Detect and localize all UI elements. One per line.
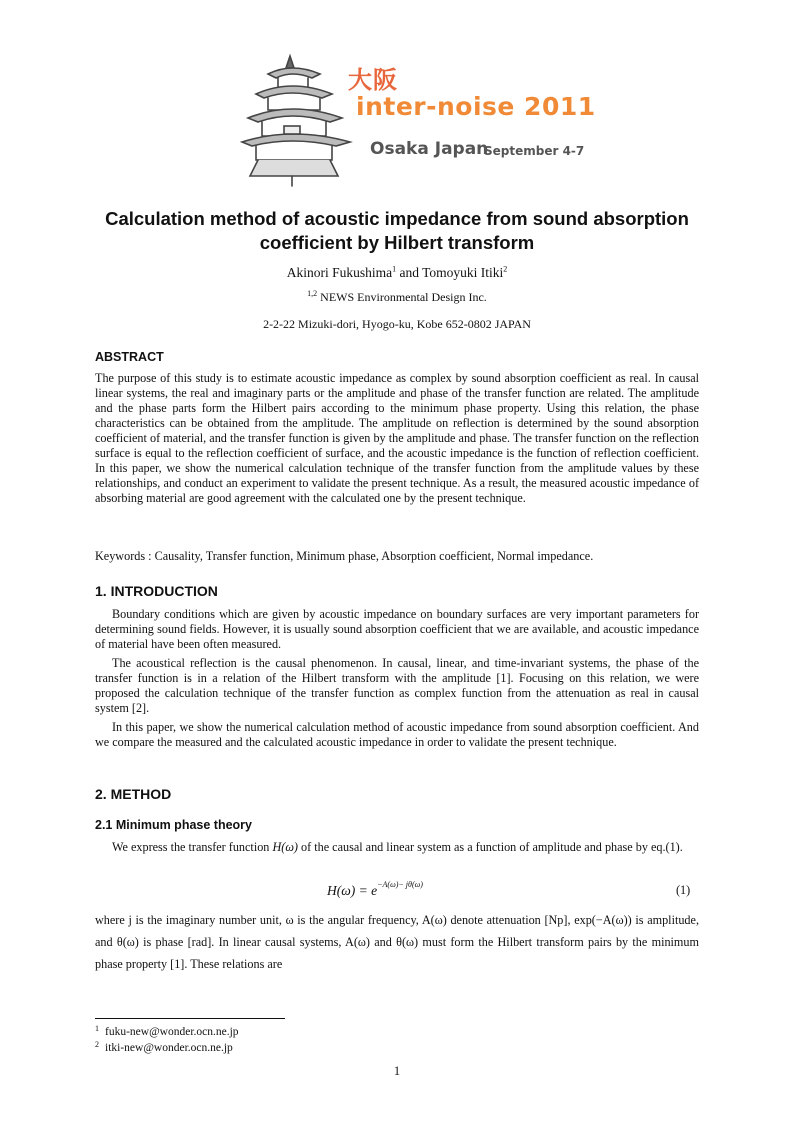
affiliation bbox=[0, 290, 794, 305]
abstract-heading: ABSTRACT bbox=[95, 350, 164, 364]
conference-name: inter-noise 2011 bbox=[356, 92, 596, 121]
footnote-rule bbox=[95, 1018, 285, 1019]
footnote-email: fuku-new@wonder.ocn.ne.jp bbox=[105, 1026, 239, 1038]
intro-paragraph: In this paper, we show the numerical calculation method of acoustic impedance from sound absorption coefficient. And we compare the measured and the calculated acoustic impedance in order to validate the present technique. bbox=[95, 720, 699, 749]
affiliation-mark: 1,2 bbox=[307, 289, 318, 298]
author-mark: 1 bbox=[392, 264, 397, 274]
address: 2-2-22 Mizuki-dori, Hyogo-ku, Kobe 652-0802 JAPAN bbox=[263, 317, 531, 331]
page-number: 1 bbox=[393, 1064, 401, 1078]
conference-kanji: 大阪 bbox=[348, 66, 398, 94]
equation-exponent: −A(ω)− jθ(ω) bbox=[377, 880, 423, 889]
author-line bbox=[0, 265, 794, 281]
footnote bbox=[95, 1040, 233, 1054]
author-mark: 2 bbox=[503, 264, 508, 274]
footnote-email: itki-new@wonder.ocn.ne.jp bbox=[105, 1042, 233, 1054]
equation bbox=[327, 880, 423, 899]
author-join: and bbox=[396, 265, 423, 280]
footnote bbox=[95, 1024, 239, 1038]
affiliation-name: NEWS Environmental Design Inc. bbox=[320, 290, 487, 304]
intro-paragraph: The acoustical reflection is the causal phenomenon. In causal, linear, and time-invariant systems, the phase of the transfer function is in a relation of the Hilbert transform with the amplitude [1]. Focusing on this relation, we were proposed the calculation technique of the transfer function as complex function from the attenuation as real in causal system [2]. bbox=[95, 656, 699, 715]
transfer-function-symbol: H(ω) bbox=[272, 840, 298, 854]
footnote-mark: 2 bbox=[95, 1040, 99, 1049]
section-heading-introduction: 1. INTRODUCTION bbox=[95, 583, 218, 599]
method-paragraph bbox=[95, 837, 699, 857]
method-paragraph: where j is the imaginary number unit, ω is the angular frequency, A(ω) denote attenuation [Np], exp(−A(ω)) is amplitude, and θ(ω) is phase [rad]. In linear causal systems, A(ω) and θ(ω) must form the Hilbert transform pairs by the minimum phase property [1]. These relations are bbox=[95, 913, 699, 971]
abstract-text: The purpose of this study is to estimate acoustic impedance as complex by sound absorption coefficient as real. In causal linear systems, the real and imaginary parts or the amplitude and phase of the transfer function are related. The amplitude and the phase parts form the Hilbert pairs according to the minimum phase property. Using this relation, the phase characteristics can be obtained from the amplitude. The amplitude on reflection is determined by the sound absorption coefficient of material, and the transfer function is given by the amplitude and phase. The transfer function on the reflection surface is equal to the reflection coefficient of surface, and the acoustic impedance is the function of reflection coefficient. In this paper, we show the numerical calculation technique of the transfer function from the amplitude values by these relationships, and conduct an experiment to validate the present technique. As a result, the measured acoustic impedance of absorbing material are good agreement with the calculated one by the present technique. bbox=[95, 371, 699, 505]
subsection-heading: 2.1 Minimum phase theory bbox=[95, 818, 252, 832]
method-text: We express the transfer function bbox=[112, 840, 273, 854]
keywords: Keywords : Causality, Transfer function, Minimum phase, Absorption coefficient, Normal impedance. bbox=[95, 549, 594, 563]
osaka-castle-icon bbox=[228, 48, 358, 188]
section-heading-method: 2. METHOD bbox=[95, 786, 172, 802]
footnote-mark: 1 bbox=[95, 1024, 99, 1033]
paper-title: Calculation method of acoustic impedance from sound absorption coefficient by Hilbert transform bbox=[105, 208, 689, 253]
author-name: Akinori Fukushima bbox=[286, 265, 393, 280]
method-text: of the causal and linear system as a function of amplitude and phase by eq.(1). bbox=[297, 840, 683, 854]
conference-city: Osaka Japan bbox=[370, 139, 489, 159]
equation-number: (1) bbox=[676, 883, 691, 897]
conference-dates: September 4-7 bbox=[484, 144, 585, 158]
intro-paragraph: Boundary conditions which are given by acoustic impedance on boundary surfaces are very important parameters for determining sound fields. However, it is usually sound absorption coefficient that we are available, and acoustic impedance of material have been often measured. bbox=[95, 607, 699, 651]
author-name: Tomoyuki Itiki bbox=[422, 265, 504, 280]
equation-lhs: H(ω) = e bbox=[327, 883, 378, 898]
